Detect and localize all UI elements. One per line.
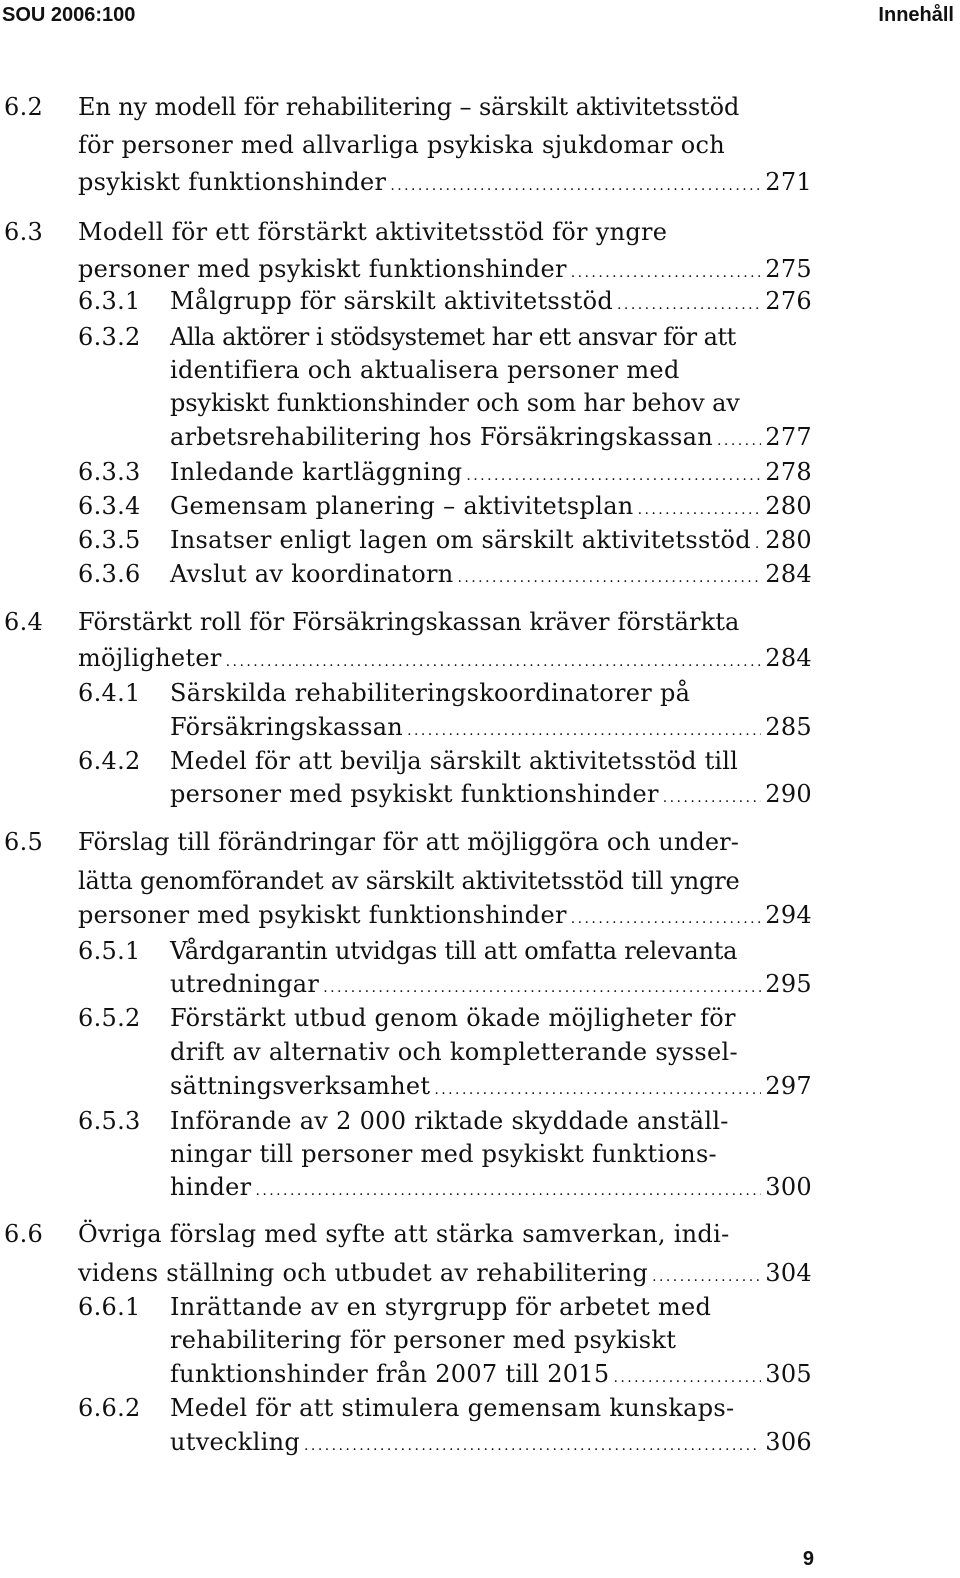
toc-title-text: drift av alternativ och kompletterande syssel-	[170, 1038, 738, 1066]
toc-title-text: Avslut av koordinatorn	[170, 560, 454, 588]
toc-title-text: psykiskt funktionshinder	[78, 168, 387, 196]
toc-section-number: 6.3.6	[78, 560, 141, 588]
toc-page-number[interactable]: 306	[765, 1428, 812, 1456]
toc-title-text: lätta genomförandet av särskilt aktivitetsstöd till yngre	[78, 867, 740, 895]
toc-dot-leader	[613, 1357, 761, 1391]
toc-section-number: 6.5.2	[78, 1004, 141, 1032]
toc-line	[0, 1391, 812, 1425]
toc-line	[0, 1170, 812, 1204]
toc-line	[0, 215, 812, 249]
toc-title-text: En ny modell för rehabilitering – särskilt aktivitetsstöd	[78, 93, 740, 121]
toc-dot-leader	[652, 1256, 761, 1290]
toc-line	[0, 744, 812, 778]
toc-page-number[interactable]: 297	[765, 1072, 812, 1100]
toc-section-number: 6.3.2	[78, 323, 141, 351]
toc-dot-leader	[255, 1170, 761, 1204]
toc-section-number: 6.3.4	[78, 492, 141, 520]
toc-line	[0, 864, 812, 898]
toc-title-text: utredningar	[170, 970, 320, 998]
toc-title-text: ningar till personer med psykiskt funktions-	[170, 1140, 717, 1168]
toc-title-text: arbetsrehabilitering hos Försäkringskassan	[170, 423, 714, 451]
toc-line	[0, 320, 812, 354]
page-number: 9	[802, 1548, 814, 1570]
toc-line	[0, 1069, 812, 1103]
toc-section-number: 6.3	[4, 218, 44, 246]
toc-title-text: psykiskt funktionshinder och som har behov av	[170, 389, 740, 417]
toc-line	[0, 90, 812, 124]
toc-dot-leader	[617, 284, 761, 318]
toc-title-text: för personer med allvarliga psykiska sjukdomar och	[78, 131, 725, 159]
toc-title-text: personer med psykiskt funktionshinder	[170, 780, 659, 808]
toc-page-number[interactable]: 300	[765, 1173, 812, 1201]
toc-page-number[interactable]: 295	[765, 970, 812, 998]
toc-title-text: identifiera och aktualisera personer med	[170, 356, 680, 384]
toc-title-text: Medel för att bevilja särskilt aktivitetsstöd till	[170, 747, 739, 775]
toc-line	[0, 1137, 812, 1171]
toc-page-number[interactable]: 280	[765, 526, 812, 554]
toc-section-number: 6.6.2	[78, 1394, 141, 1422]
toc-line	[0, 1425, 812, 1459]
toc-section-number: 6.6.1	[78, 1293, 141, 1321]
toc-title-text: Övriga förslag med syfte att stärka samverkan, indi-	[78, 1220, 730, 1248]
toc-line	[0, 523, 812, 557]
toc-line	[0, 1104, 812, 1138]
toc-page-number[interactable]: 271	[765, 168, 812, 196]
toc-section-number: 6.3.3	[78, 458, 141, 486]
toc-line	[0, 898, 812, 932]
toc-title-text: sättningsverksamhet	[170, 1072, 431, 1100]
toc-title-text: videns ställning och utbudet av rehabilitering	[78, 1259, 649, 1287]
toc-line	[0, 353, 812, 387]
toc-dot-leader	[755, 523, 761, 557]
toc-line	[0, 1001, 812, 1035]
toc-line	[0, 777, 812, 811]
toc-section-number: 6.3.5	[78, 526, 141, 554]
toc-section-number: 6.5.3	[78, 1107, 141, 1135]
toc-dot-leader	[323, 967, 761, 1001]
toc-title-text: funktionshinder från 2007 till 2015	[170, 1360, 610, 1388]
toc-title-text: Försäkringskassan	[170, 713, 404, 741]
toc-page-number[interactable]: 276	[765, 287, 812, 315]
toc-title-text: Införande av 2 000 riktade skyddade anställ-	[170, 1107, 729, 1135]
toc-dot-leader	[638, 489, 762, 523]
toc-page-number[interactable]: 294	[765, 901, 812, 929]
document-id: SOU 2006:100	[2, 4, 136, 26]
toc-dot-leader	[717, 420, 761, 454]
toc-dot-leader	[571, 898, 762, 932]
toc-page-number[interactable]: 277	[765, 423, 812, 451]
toc-page-number[interactable]: 305	[765, 1360, 812, 1388]
toc-dot-leader	[466, 455, 761, 489]
toc-title-text: Gemensam planering – aktivitetsplan	[170, 492, 634, 520]
toc-section-number: 6.5.1	[78, 937, 141, 965]
toc-line	[0, 605, 812, 639]
toc-dot-leader	[457, 557, 761, 591]
toc-page-number[interactable]: 284	[765, 644, 812, 672]
toc-line	[0, 1256, 812, 1290]
toc-title-text: Alla aktörer i stödsystemet har ett ansvar för att	[170, 323, 736, 351]
toc-title-text: Förstärkt utbud genom ökade möjligheter för	[170, 1004, 736, 1032]
toc-section-number: 6.5	[4, 828, 44, 856]
toc-page-number[interactable]: 280	[765, 492, 812, 520]
toc-title-text: personer med psykiskt funktionshinder	[78, 901, 567, 929]
toc-page-number[interactable]: 290	[765, 780, 812, 808]
toc-dot-leader	[663, 777, 762, 811]
toc-page-number[interactable]: 275	[765, 255, 812, 283]
toc-title-text: personer med psykiskt funktionshinder	[78, 255, 567, 283]
toc-title-text: Medel för att stimulera gemensam kunskaps-	[170, 1394, 735, 1422]
toc-line	[0, 420, 812, 454]
toc-line	[0, 934, 812, 968]
toc-page-number[interactable]: 278	[765, 458, 812, 486]
toc-line	[0, 252, 812, 286]
toc-line	[0, 1357, 812, 1391]
toc-section-number: 6.4.1	[78, 679, 141, 707]
toc-title-text: Insatser enligt lagen om särskilt aktivitetsstöd	[170, 526, 751, 554]
toc-line	[0, 1323, 812, 1357]
toc-line	[0, 641, 812, 675]
toc-title-text: Förstärkt roll för Försäkringskassan kräver förstärkta	[78, 608, 740, 636]
toc-section-number: 6.2	[4, 93, 44, 121]
toc-title-text: Vårdgarantin utvidgas till att omfatta relevanta	[170, 937, 738, 965]
toc-title-text: Modell för ett förstärkt aktivitetsstöd för yngre	[78, 218, 668, 246]
toc-page-number[interactable]: 304	[765, 1259, 812, 1287]
toc-title-text: Inrättande av en styrgrupp för arbetet med	[170, 1293, 712, 1321]
toc-dot-leader	[226, 641, 762, 675]
section-title: Innehåll	[878, 4, 954, 26]
toc-title-text: utveckling	[170, 1428, 301, 1456]
toc-line	[0, 967, 812, 1001]
toc-line	[0, 1290, 812, 1324]
toc-title-text: Särskilda rehabiliteringskoordinatorer på	[170, 679, 691, 707]
toc-dot-leader	[571, 252, 762, 286]
toc-dot-leader	[390, 165, 761, 199]
toc-title-text: rehabilitering för personer med psykiskt	[170, 1326, 677, 1354]
toc-dot-leader	[407, 710, 761, 744]
toc-dot-leader	[434, 1069, 761, 1103]
toc-section-number: 6.4.2	[78, 747, 141, 775]
toc-line	[0, 455, 812, 489]
toc-title-text: hinder	[170, 1173, 252, 1201]
toc-section-number: 6.4	[4, 608, 44, 636]
toc-page-number[interactable]: 284	[765, 560, 812, 588]
toc-title-text: Målgrupp för särskilt aktivitetsstöd	[170, 287, 614, 315]
toc-title-text: Förslag till förändringar för att möjliggöra och under-	[78, 828, 739, 856]
toc-line	[0, 710, 812, 744]
toc-page-number[interactable]: 285	[765, 713, 812, 741]
toc-line	[0, 489, 812, 523]
toc-line	[0, 386, 812, 420]
toc-line	[0, 128, 812, 162]
toc-line	[0, 1217, 812, 1251]
toc-line	[0, 825, 812, 859]
toc-title-text: möjligheter	[78, 644, 222, 672]
toc-line	[0, 165, 812, 199]
toc-title-text: Inledande kartläggning	[170, 458, 463, 486]
toc-line	[0, 284, 812, 318]
toc-dot-leader	[304, 1425, 761, 1459]
toc-section-number: 6.6	[4, 1220, 44, 1248]
toc-line	[0, 1035, 812, 1069]
toc-line	[0, 557, 812, 591]
toc-line	[0, 676, 812, 710]
toc-section-number: 6.3.1	[78, 287, 141, 315]
